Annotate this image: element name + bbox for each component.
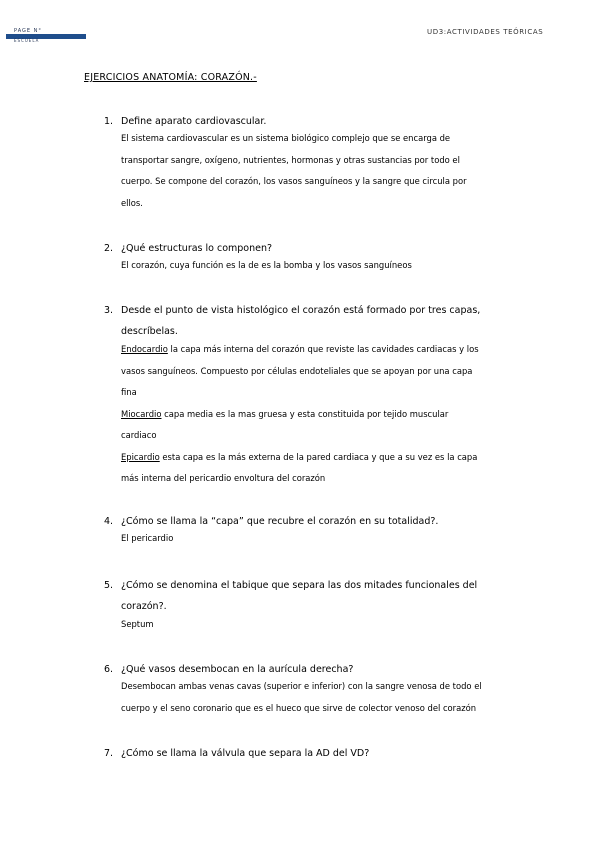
term-epicardio: Epicardio: [121, 451, 160, 462]
answer: [121, 128, 467, 214]
question-number: 2.: [104, 243, 114, 254]
answer-line: [121, 404, 479, 426]
header-logo: [6, 28, 86, 42]
question-text: Desde el punto de vista histológico el corazón está formado por tres capas,: [121, 305, 481, 316]
question-number: 5.: [104, 580, 114, 591]
question-text: descríbelas.: [121, 326, 178, 337]
answer-line: Septum: [121, 619, 154, 629]
question-number: 7.: [104, 748, 114, 759]
answer: [121, 528, 173, 550]
term-endocardio: Endocardio: [121, 344, 168, 354]
answer-line: transportar sangre, oxígeno, nutrientes, hormonas y otras sustancias por todo el: [121, 154, 460, 165]
header-unit-title: UD3:ACTIVIDADES TEÓRICAS: [427, 28, 544, 36]
logo-subtext: ESCUELA: [14, 38, 40, 43]
question-text: ¿Cómo se llama la válvula que separa la AD del VD?: [121, 748, 370, 759]
answer-line: ellos.: [121, 197, 143, 208]
question-number: 1.: [104, 116, 114, 127]
question-text: ¿Cómo se denomina el tabique que separa las dos mitades funcionales del: [121, 580, 478, 591]
answer-line: Desembocan ambas venas cavas (superior e inferior) con la sangre venosa de todo el: [121, 681, 482, 691]
answer-line: El corazón, cuya función es la de es la bomba y los vasos sanguíneos: [121, 260, 412, 270]
answer-line: vasos sanguíneos. Compuesto por células endoteliales que se apoyan por una capa: [121, 365, 473, 376]
page-title: EJERCICIOS ANATOMÍA: CORAZÓN.-: [84, 72, 257, 83]
question-number: 4.: [104, 516, 114, 527]
answer: [121, 339, 479, 490]
answer-line: cardiaco: [121, 430, 157, 440]
answer-line: fina: [121, 387, 137, 397]
question-number: 3.: [104, 305, 114, 316]
term-miocardio: Miocardio: [121, 408, 162, 419]
answer-line: El pericardio: [121, 533, 174, 543]
answer-line: cuerpo y el seno coronario que es el hueco que sirve de colector venoso del corazón: [121, 702, 477, 713]
question-text: ¿Qué vasos desembocan en la aurícula derecha?: [121, 664, 354, 675]
question-number: 6.: [104, 664, 114, 675]
answer: [121, 614, 154, 636]
question-text: corazón?.: [121, 601, 167, 612]
layer-description: la capa más interna del corazón que reviste las cavidades cardiacas y los: [167, 344, 479, 354]
answer-line: [121, 447, 479, 469]
layer-description: capa media es la mas gruesa y esta constituida por tejido muscular: [161, 408, 449, 419]
question-text: ¿Qué estructuras lo componen?: [121, 243, 273, 254]
answer-line: más interna del pericardio envoltura del corazón: [121, 473, 326, 483]
answer: [121, 255, 412, 277]
answer-line: El sistema cardiovascular es un sistema biológico complejo que se encarga de: [121, 133, 451, 143]
answer-line: [121, 339, 479, 361]
question-text: ¿Cómo se llama la “capa” que recubre el corazón en su totalidad?.: [121, 516, 439, 527]
layer-description: esta capa es la más externa de la pared cardiaca y que a su vez es la capa: [159, 451, 478, 462]
answer-line: cuerpo. Se compone del corazón, los vasos sanguíneos y la sangre que circula por: [121, 176, 467, 186]
question-text: Define aparato cardiovascular.: [121, 116, 267, 127]
logo-text: PAGE N°: [14, 28, 42, 34]
answer: [121, 676, 482, 719]
